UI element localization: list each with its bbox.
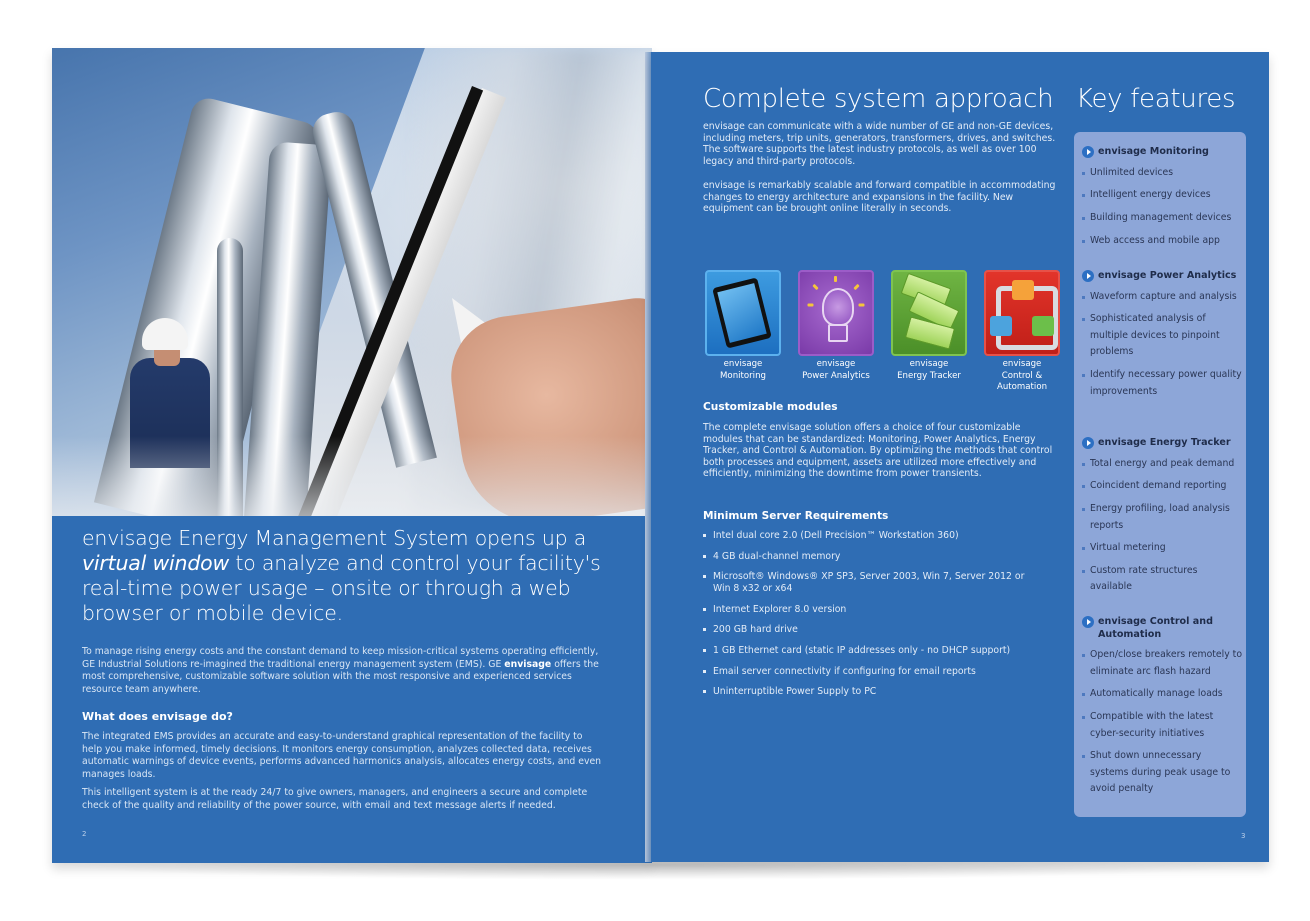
feature-section-energy-tracker <box>1082 437 1242 596</box>
left-page <box>52 48 652 863</box>
light-ray <box>808 304 814 307</box>
feature-list <box>1082 456 1242 596</box>
photo-fade <box>52 436 652 516</box>
feature-item: Intelligent energy devices <box>1082 187 1242 204</box>
feature-heading-text: envisage Monitoring <box>1098 146 1209 157</box>
module-caption <box>891 359 967 382</box>
page-number-left: 2 <box>82 830 87 838</box>
right-page <box>651 52 1269 862</box>
feature-item: Unlimited devices <box>1082 165 1242 182</box>
module-caption <box>984 359 1060 394</box>
module-caption-line: Power Analytics <box>802 370 870 381</box>
module-power-analytics <box>798 270 874 382</box>
feature-item: Custom rate structures available <box>1082 563 1242 596</box>
hero-photo <box>52 48 652 516</box>
play-bullet-icon <box>1082 437 1094 449</box>
requirement-item: 200 GB hard drive <box>703 624 1063 636</box>
headline-italic: virtual window <box>82 551 230 575</box>
headline-text: to analyze and control your facility's real-time power usage – onsite or through a web browser or mobile device. <box>82 551 601 625</box>
bulb-shape <box>822 288 854 326</box>
feature-item: Building management devices <box>1082 210 1242 227</box>
requirement-item: Internet Explorer 8.0 version <box>703 604 1063 616</box>
feature-item: Identify necessary power quality improvements <box>1082 367 1242 400</box>
feature-list <box>1082 165 1242 250</box>
feature-heading-text: envisage Control and Automation <box>1098 616 1213 640</box>
light-ray <box>834 276 837 282</box>
what-heading: What does envisage do? <box>82 710 233 723</box>
module-caption-line: envisage <box>816 359 856 369</box>
lightbulb-icon <box>798 270 874 356</box>
feature-heading-text: envisage Power Analytics <box>1098 270 1237 281</box>
feature-item: Coincident demand reporting <box>1082 478 1242 495</box>
control-loop-icon <box>984 270 1060 356</box>
feature-item: Web access and mobile app <box>1082 233 1242 250</box>
feature-heading <box>1082 616 1242 641</box>
feature-item: Shut down unnecessary systems during peak usage to avoid penalty <box>1082 748 1242 798</box>
feature-heading-text: envisage Energy Tracker <box>1098 437 1231 448</box>
play-bullet-icon <box>1082 270 1094 282</box>
headline <box>82 526 602 626</box>
module-caption-line: Monitoring <box>720 370 766 381</box>
feature-item: Energy profiling, load analysis reports <box>1082 501 1242 534</box>
feature-list <box>1082 647 1242 798</box>
page-number-right: 3 <box>1241 832 1246 840</box>
requirement-item: 1 GB Ethernet card (static IP addresses only - no DHCP support) <box>703 645 1063 657</box>
section-title: Complete system approach <box>703 84 1054 114</box>
customizable-heading: Customizable modules <box>703 401 838 413</box>
module-caption <box>798 359 874 382</box>
light-ray <box>812 284 818 290</box>
feature-heading <box>1082 270 1242 283</box>
customizable-paragraph: The complete envisage solution offers a choice of four customizable modules that can be standardized: Monitoring, Power Analytics, Energy Tracker, and Control & Automation. By optimizing the methods that control both processes and equipment, assets are utilized more effectively and efficiently, minimizing the downtime from power transients. <box>703 422 1053 479</box>
green-block <box>1032 316 1054 336</box>
tablet-chart-icon <box>705 270 781 356</box>
module-caption <box>705 359 781 382</box>
what-paragraph-2: This intelligent system is at the ready 24/7 to give owners, managers, and engineers a secure and complete check of the quality and reliability of the power source, with email and text message alerts if needed. <box>82 787 588 811</box>
requirement-item: 4 GB dual-channel memory <box>703 551 1063 563</box>
tablet-screen <box>717 283 766 343</box>
headline-text: envisage Energy Management System opens up a <box>82 526 587 550</box>
key-features-panel <box>1074 132 1246 817</box>
module-caption-line: Control & Automation <box>996 370 1048 392</box>
hard-hat-icon <box>142 318 188 350</box>
intro-paragraph-2: envisage is remarkably scalable and forward compatible in accommodating changes to energy architecture and expansions in the facility. New equipment can be brought online literally in seconds. <box>703 180 1056 214</box>
feature-section-monitoring <box>1082 146 1242 249</box>
feature-item: Automatically manage loads <box>1082 686 1242 703</box>
money-stack-icon <box>891 270 967 356</box>
module-caption-line: envisage <box>1002 359 1042 369</box>
feature-section-power-analytics <box>1082 270 1242 400</box>
left-text-block <box>82 526 602 812</box>
module-energy-tracker <box>891 270 967 382</box>
feature-section-control-automation <box>1082 616 1242 798</box>
feature-item: Open/close breakers remotely to eliminate arc flash hazard <box>1082 647 1242 680</box>
requirement-item: Uninterruptible Power Supply to PC <box>703 686 1063 698</box>
module-monitoring <box>705 270 781 382</box>
feature-heading <box>1082 146 1242 159</box>
what-paragraph-1: The integrated EMS provides an accurate and easy-to-understand graphical representation of the facility to help you make informed, timely decisions. It monitors energy consumption, analyzes collected data, receives automatic warnings of device events, performs advanced harmonics analysis, allocates energy costs, and even manages loads. <box>82 731 602 780</box>
bulb-base <box>828 324 848 342</box>
requirements-list <box>703 530 1063 707</box>
intro-paragraph <box>82 646 602 696</box>
feature-heading <box>1082 437 1242 450</box>
play-bullet-icon <box>1082 616 1094 628</box>
light-ray <box>853 284 859 290</box>
feature-item: Sophisticated analysis of multiple devices to pinpoint problems <box>1082 311 1242 361</box>
feature-item: Waveform capture and analysis <box>1082 289 1242 306</box>
light-ray <box>859 304 865 307</box>
play-bullet-icon <box>1082 146 1094 158</box>
requirement-item: Email server connectivity if configuring for email reports <box>703 666 1063 678</box>
blue-block <box>990 316 1012 336</box>
intro-text: To manage rising energy costs and the constant demand to keep mission-critical systems operating efficiently, GE Industrial Solutions re-imagined the traditional energy management system (EMS). GE <box>82 646 599 670</box>
module-caption-line: Energy Tracker <box>897 370 961 381</box>
intro-bold: envisage <box>504 658 552 670</box>
intro-text: offers the most comprehensive, customizable software solution with the most responsive and experienced services resource team anywhere. <box>82 658 599 695</box>
requirement-item: Intel dual core 2.0 (Dell Precision™ Workstation 360) <box>703 530 1063 542</box>
feature-item: Total energy and peak demand <box>1082 456 1242 473</box>
intro-paragraph-1: envisage can communicate with a wide number of GE and non-GE devices, including meters, trip units, generators, transformers, drives, and switches. The software supports the latest industry protocols, as well as over 100 legacy and third-party protocols. <box>703 121 1056 167</box>
module-caption-line: envisage <box>723 359 763 369</box>
tablet-shape <box>712 277 772 348</box>
feature-list <box>1082 289 1242 400</box>
requirements-heading: Minimum Server Requirements <box>703 510 889 522</box>
module-caption-line: envisage <box>909 359 949 369</box>
module-control-automation <box>984 270 1060 394</box>
key-features-title: Key features <box>1076 84 1236 114</box>
requirement-item: Microsoft® Windows® XP SP3, Server 2003, Win 7, Server 2012 or Win 8 x32 or x64 <box>703 571 1033 594</box>
feature-item: Compatible with the latest cyber-security initiatives <box>1082 709 1242 742</box>
feature-item: Virtual metering <box>1082 540 1242 557</box>
orange-block <box>1012 280 1034 300</box>
module-icons <box>705 270 1065 395</box>
